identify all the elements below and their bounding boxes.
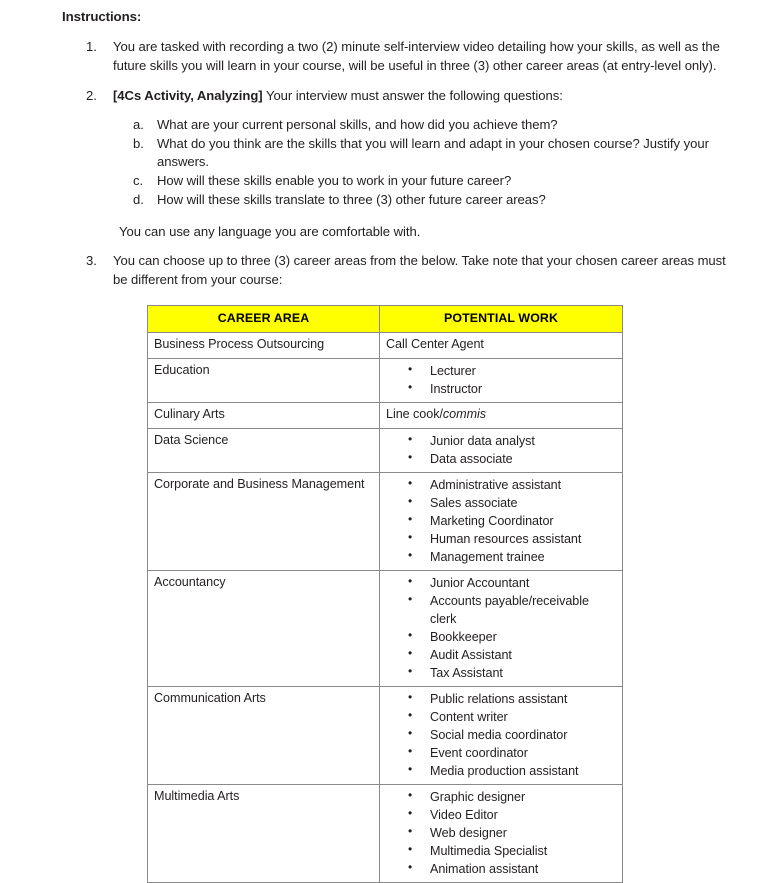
cell-career-area: Corporate and Business Management — [148, 472, 380, 570]
instructions-list — [62, 38, 730, 290]
list-item: • Marketing Coordinator — [380, 512, 618, 530]
career-table-container — [62, 305, 730, 883]
question-marker-d: d. — [133, 191, 144, 207]
instruction-marker-2: 2. — [86, 87, 97, 103]
cell-potential-work — [380, 784, 623, 882]
list-item: • Graphic designer — [380, 788, 618, 806]
table-body — [148, 333, 623, 883]
list-item: • Lecturer — [380, 362, 618, 380]
instruction-text-2-rest: Your interview must answer the following questions: — [262, 87, 563, 103]
list-item: • Media production assistant — [380, 762, 618, 780]
cell-career-area: Data Science — [148, 428, 380, 472]
list-item: • Video Editor — [380, 806, 618, 824]
list-item: • Administrative assistant — [380, 476, 618, 494]
potential-work-list — [380, 362, 618, 398]
cell-potential-work — [380, 358, 623, 402]
question-text-d: How will these skills translate to three (3) other future career areas? — [157, 191, 546, 207]
list-item: • Content writer — [380, 708, 618, 726]
list-item: • Junior data analyst — [380, 432, 618, 450]
list-item: • Management trainee — [380, 548, 618, 566]
question-marker-b: b. — [133, 135, 144, 151]
list-item: • Web designer — [380, 824, 618, 842]
table-row — [148, 570, 623, 686]
page-title: Instructions: — [62, 9, 142, 24]
cell-potential-work — [380, 686, 623, 784]
potential-work-list — [380, 432, 618, 468]
question-item-d — [113, 191, 730, 209]
column-header-career-area: CAREER AREA — [148, 306, 380, 333]
potential-work-text: Line cook/commis — [386, 406, 486, 421]
cell-career-area: Multimedia Arts — [148, 784, 380, 882]
potential-work-list — [380, 788, 618, 878]
language-note: You can use any language you are comfortable with. — [119, 223, 421, 239]
question-item-c — [113, 172, 730, 190]
question-item-a — [113, 116, 730, 134]
question-text-a: What are your current personal skills, and how did you achieve them? — [157, 116, 558, 132]
list-item: • Bookkeeper — [380, 628, 618, 646]
cell-career-area: Education — [148, 358, 380, 402]
table-row — [148, 472, 623, 570]
cell-potential-work — [380, 570, 623, 686]
table-head — [148, 306, 623, 333]
activity-tag: [4Cs Activity, Analyzing] — [113, 87, 263, 103]
instruction-item-3 — [62, 252, 730, 290]
cell-career-area: Culinary Arts — [148, 402, 380, 428]
list-item: • Animation assistant — [380, 860, 618, 878]
list-item: • Junior Accountant — [380, 574, 618, 592]
instruction-marker-1: 1. — [86, 38, 97, 54]
potential-work-text: Call Center Agent — [386, 337, 484, 351]
table-row — [148, 784, 623, 882]
column-header-potential-work: POTENTIAL WORK — [380, 306, 623, 333]
cell-potential-work — [380, 428, 623, 472]
table-header-row — [148, 306, 623, 333]
table-row — [148, 358, 623, 402]
question-text-c: How will these skills enable you to work in your future career? — [157, 172, 512, 188]
cell-career-area: Accountancy — [148, 570, 380, 686]
instruction-item-1 — [62, 38, 730, 76]
cell-potential-work — [380, 333, 623, 359]
list-item: • Tax Assistant — [380, 664, 618, 682]
list-item: • Instructor — [380, 380, 618, 398]
potential-work-list — [380, 476, 618, 566]
list-item: • Accounts payable/receivable clerk — [380, 592, 618, 628]
table-row — [148, 686, 623, 784]
potential-work-list — [380, 574, 618, 682]
list-item: • Audit Assistant — [380, 646, 618, 664]
cell-potential-work — [380, 472, 623, 570]
list-item: • Sales associate — [380, 494, 618, 512]
list-item: • Data associate — [380, 450, 618, 468]
list-item: • Multimedia Specialist — [380, 842, 618, 860]
potential-work-italic-term: commis — [442, 406, 486, 421]
list-item: • Event coordinator — [380, 744, 618, 762]
question-marker-a: a. — [133, 116, 144, 132]
cell-career-area: Communication Arts — [148, 686, 380, 784]
list-item: • Public relations assistant — [380, 690, 618, 708]
instruction-text-3: You can choose up to three (3) career areas from the below. Take note that your chosen career areas must be different from your course: — [113, 253, 726, 288]
potential-work-list — [380, 690, 618, 780]
instruction-text-2 — [113, 87, 730, 106]
list-item: • Social media coordinator — [380, 726, 618, 744]
question-item-b — [113, 135, 730, 171]
list-item: • Human resources assistant — [380, 530, 618, 548]
career-area-table — [147, 305, 623, 883]
cell-potential-work — [380, 402, 623, 428]
cell-career-area: Business Process Outsourcing — [148, 333, 380, 359]
table-row — [148, 333, 623, 359]
table-row — [148, 428, 623, 472]
table-row — [148, 402, 623, 428]
instruction-item-2 — [62, 87, 730, 242]
question-marker-c: c. — [133, 172, 144, 188]
question-text-b: What do you think are the skills that you will learn and adapt in your chosen course? Justify your answers. — [157, 135, 709, 169]
instruction-text-1: You are tasked with recording a two (2) minute self-interview video detailing how your skills, as well as the future skills you will learn in your course, will be useful in three (3) other career areas (at entry-level only). — [113, 38, 720, 73]
question-sublist — [113, 116, 730, 209]
instruction-marker-3: 3. — [86, 253, 97, 269]
